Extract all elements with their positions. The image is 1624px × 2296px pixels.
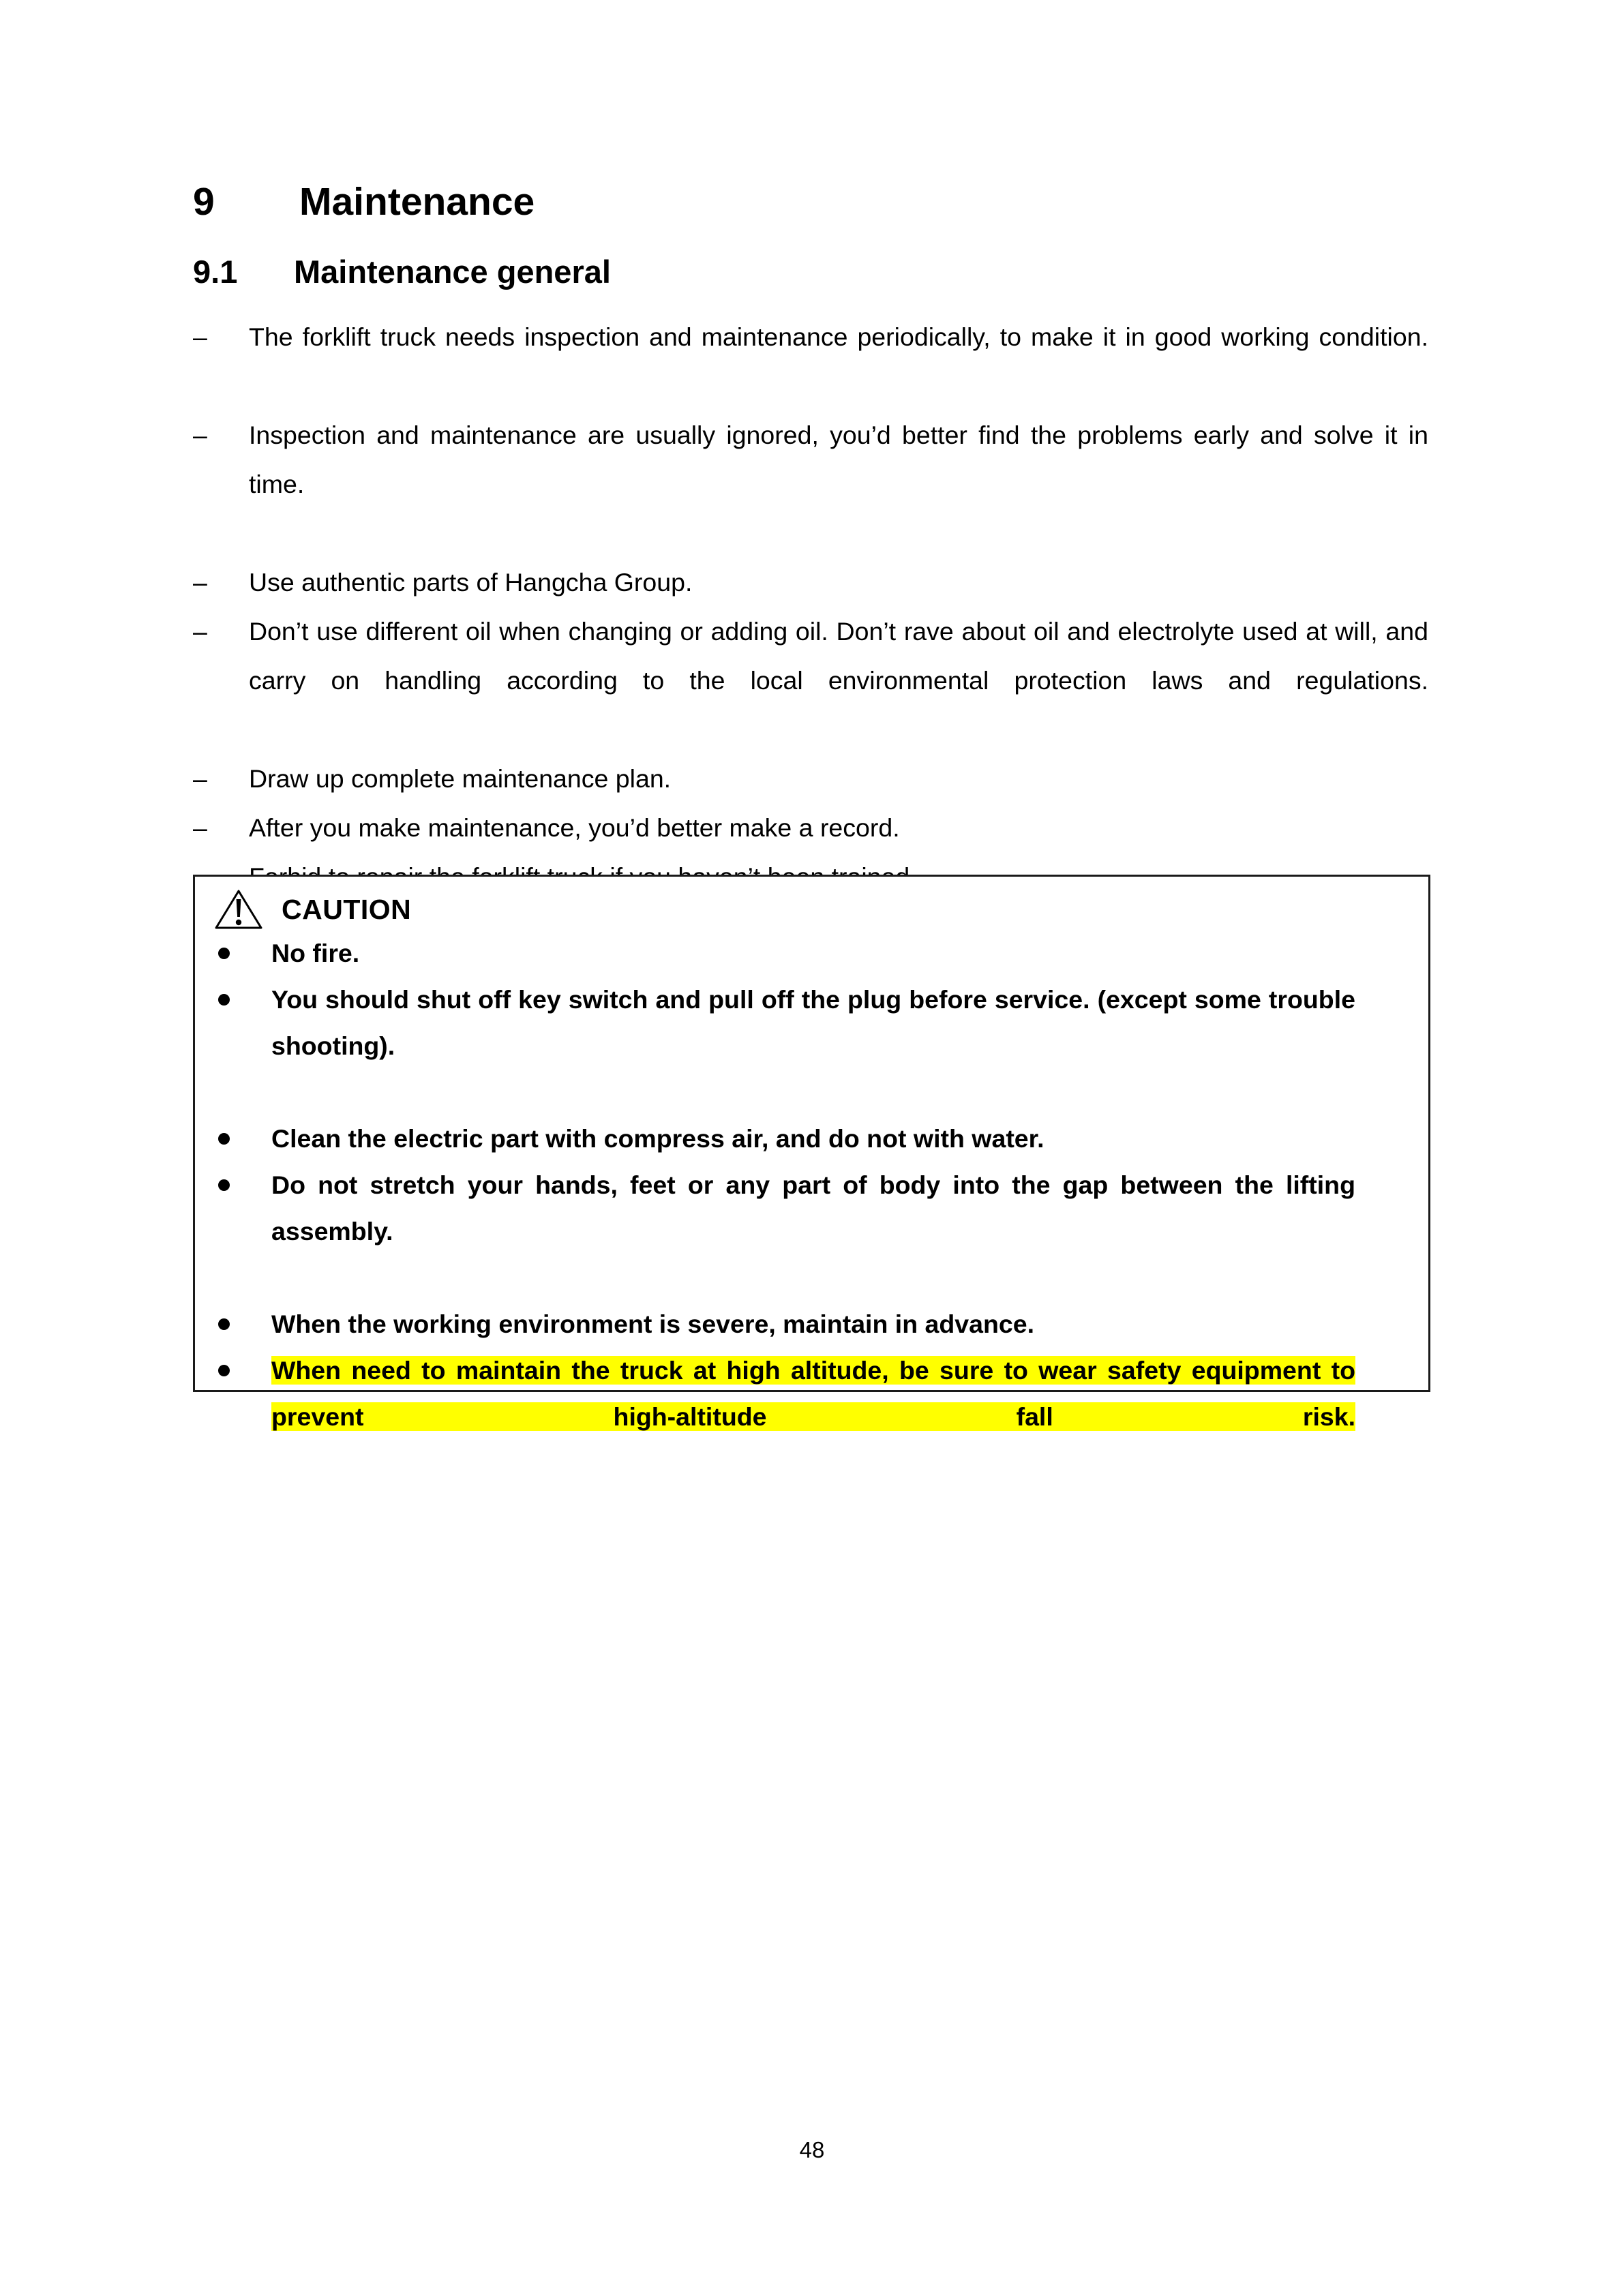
chapter-number: 9 bbox=[193, 180, 215, 224]
caution-item-text: When the working environment is severe, maintain in advance. bbox=[271, 1310, 1035, 1338]
caution-bullet-list bbox=[195, 930, 1428, 1486]
list-item-text: Draw up complete maintenance plan. bbox=[249, 764, 672, 793]
section-title: Maintenance general bbox=[294, 254, 611, 290]
dash-marker: – bbox=[193, 813, 207, 842]
list-item bbox=[193, 803, 1428, 852]
caution-item bbox=[215, 930, 1355, 976]
caution-item-highlighted bbox=[215, 1347, 1355, 1486]
caution-item-text: No fire. bbox=[271, 939, 360, 967]
highlighted-text: When need to maintain the truck at high altitude, be sure to wear safety equipment to prevent high-altitude fall risk. bbox=[271, 1356, 1355, 1431]
list-item-text: The forklift truck needs inspection and maintenance periodically, to make it in good working condition. bbox=[249, 322, 1428, 351]
caution-item bbox=[215, 1301, 1355, 1347]
list-item bbox=[193, 754, 1428, 803]
bullet-dot-icon bbox=[218, 948, 230, 959]
caution-item bbox=[215, 1162, 1355, 1301]
list-item bbox=[193, 410, 1428, 558]
section-heading bbox=[193, 222, 1428, 288]
caution-item bbox=[215, 976, 1355, 1115]
section-number: 9.1 bbox=[193, 254, 238, 290]
list-item-text: After you make maintenance, you’d better make a record. bbox=[249, 813, 900, 842]
warning-triangle-icon bbox=[213, 888, 264, 931]
list-item bbox=[193, 312, 1428, 410]
bullet-dot-icon bbox=[218, 1365, 230, 1376]
list-item bbox=[193, 607, 1428, 754]
caution-box bbox=[193, 875, 1430, 1431]
dash-marker: – bbox=[193, 568, 207, 596]
dash-marker: – bbox=[193, 764, 207, 793]
maintenance-general-list bbox=[193, 288, 1428, 901]
caution-item-text: Clean the electric part with compress air, and do not with water. bbox=[271, 1124, 1044, 1153]
bullet-dot-icon bbox=[218, 1133, 230, 1145]
dash-marker: – bbox=[193, 421, 207, 449]
caution-title: CAUTION bbox=[282, 893, 412, 925]
list-item-text: Don’t use different oil when changing or adding oil. Don’t rave about oil and electrolyte used at will, and carry on handling according to the local environmental protection laws and regulations. bbox=[249, 617, 1428, 695]
bullet-dot-icon bbox=[218, 1318, 230, 1330]
list-item bbox=[193, 558, 1428, 607]
page-number: 48 bbox=[799, 2137, 825, 2162]
list-item-text: Inspection and maintenance are usually ignored, you’d better find the problems early and solve it in time. bbox=[249, 421, 1428, 498]
dash-marker: – bbox=[193, 617, 207, 646]
bullet-dot-icon bbox=[218, 1179, 230, 1191]
page-content bbox=[193, 0, 1428, 901]
list-item-text: Use authentic parts of Hangcha Group. bbox=[249, 568, 693, 596]
chapter-heading bbox=[193, 0, 1428, 222]
caution-header bbox=[195, 877, 1428, 930]
caution-item-text bbox=[271, 1347, 1355, 1486]
caution-item bbox=[215, 1115, 1355, 1162]
caution-item-text: You should shut off key switch and pull off the plug before service. (except some trouble shooting). bbox=[271, 985, 1355, 1060]
bullet-dot-icon bbox=[218, 994, 230, 1006]
chapter-title: Maintenance bbox=[299, 180, 535, 224]
caution-item-text: Do not stretch your hands, feet or any part of body into the gap between the lifting assembly. bbox=[271, 1170, 1355, 1245]
dash-marker: – bbox=[193, 322, 207, 351]
